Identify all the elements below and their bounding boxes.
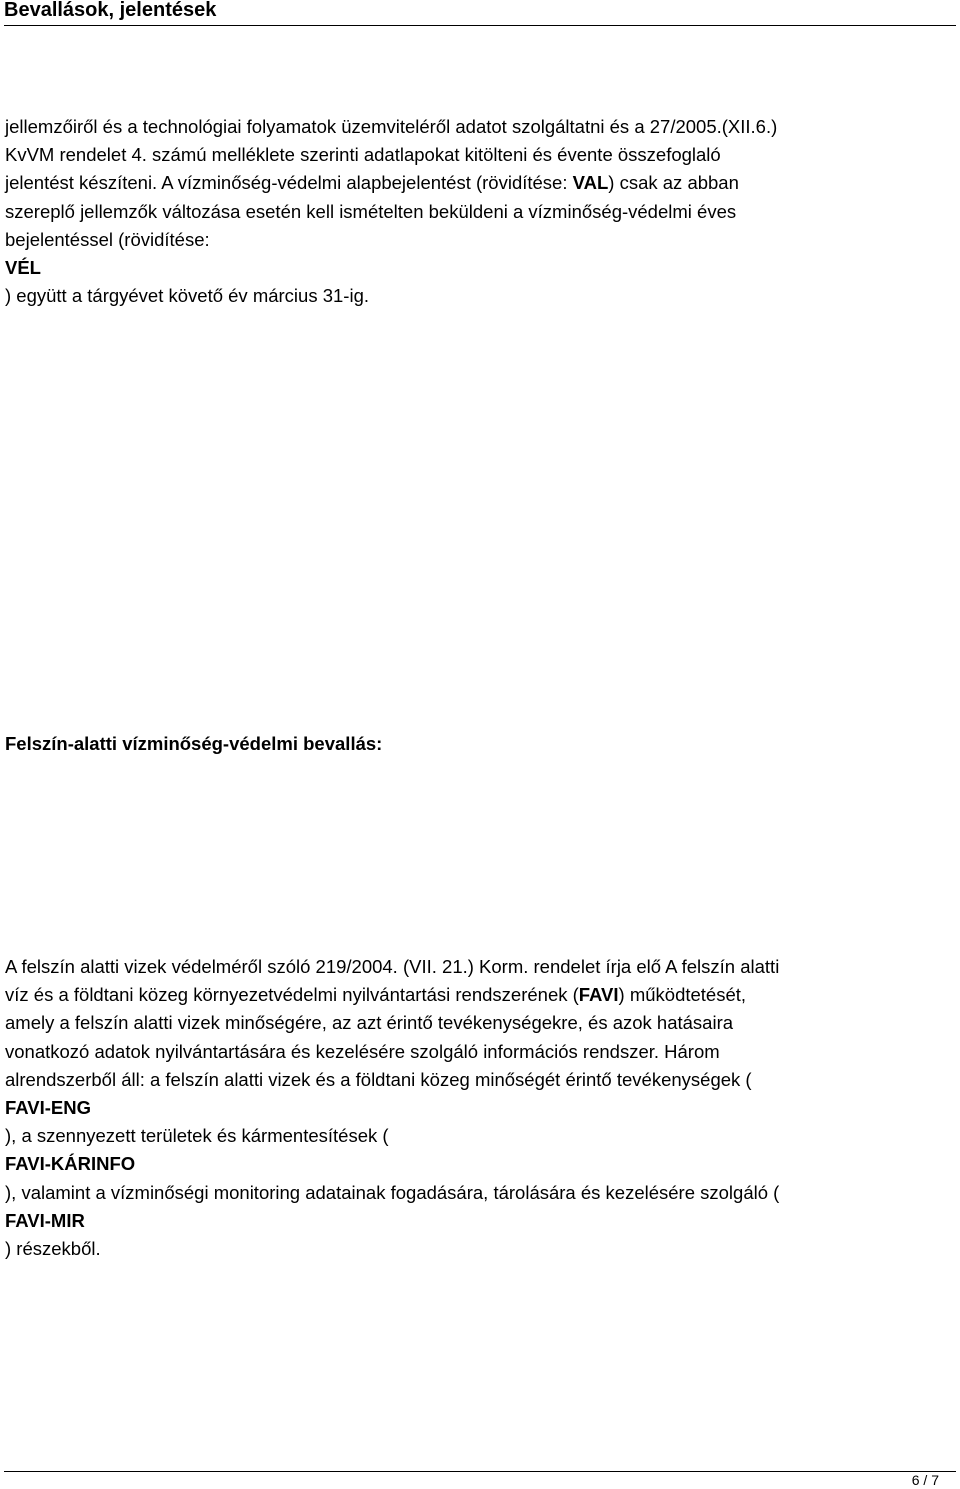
page-number: 6 / 7 (911, 1472, 939, 1488)
text-line: vonatkozó adatok nyilvántartására és kezelésére szolgáló információs rendszer. Három (5, 1040, 720, 1062)
abbreviation-favi-karinfo: FAVI-KÁRINFO (5, 1153, 136, 1175)
text-fragment: ) működtetését, (618, 984, 747, 1006)
text-line: ) részekből. (5, 1238, 101, 1260)
abbreviation-favi: FAVI (578, 984, 619, 1006)
footer-divider (4, 1471, 956, 1472)
text-line: jellemzőiről és a technológiai folyamatok üzemviteléről adatot szolgáltatni és a 27/2005.(XII.6.) (5, 116, 778, 137)
abbreviation-val: VAL (572, 172, 609, 194)
body-paragraph-1 (5, 113, 955, 310)
text-fragment: jelentést készíteni. A vízminőség-védelmi alapbejelentést (rövidítése: (5, 172, 573, 194)
text-line: A felszín alatti vizek védelméről szóló 219/2004. (VII. 21.) Korm. rendelet írja elő A felszín alatti (5, 956, 780, 977)
text-line: szereplő jellemzők változása esetén kell ismételten beküldeni a vízminőség-védelmi éves (5, 200, 737, 222)
text-line: alrendszerből áll: a felszín alatti vizek és a földtani közeg minőségét érintő tevékenységek ( (5, 1068, 752, 1090)
abbreviation-favi-mir: FAVI-MIR (5, 1209, 85, 1231)
text-line: ) együtt a tárgyévet követő év március 31-ig. (5, 285, 370, 307)
body-paragraph-2 (5, 953, 955, 1263)
page-header-title: Bevallások, jelentések (4, 0, 217, 21)
text-line: bejelentéssel (rövidítése: (5, 228, 210, 250)
text-line: KvVM rendelet 4. számú melléklete szerinti adatlapokat kitölteni és évente összefoglaló (5, 144, 721, 166)
text-fragment: víz és a földtani közeg környezetvédelmi nyilvántartási rendszerének ( (5, 984, 579, 1006)
text-line: ), valamint a vízminőségi monitoring adatainak fogadására, tárolására és kezelésére szolgáló ( (5, 1181, 780, 1203)
text-line (5, 169, 955, 197)
text-line (5, 981, 955, 1009)
section-heading: Felszín-alatti vízminőség-védelmi bevallás: (5, 733, 383, 754)
text-line: amely a felszín alatti vizek minőségére, az azt érintő tevékenységekre, és azok hatásaira (5, 1012, 734, 1034)
abbreviation-vel: VÉL (5, 257, 41, 279)
abbreviation-favi-eng: FAVI-ENG (5, 1097, 91, 1119)
text-fragment: ) csak az abban (608, 172, 739, 194)
header-divider (4, 25, 956, 26)
text-line: ), a szennyezett területek és kármentesítések ( (5, 1125, 389, 1147)
